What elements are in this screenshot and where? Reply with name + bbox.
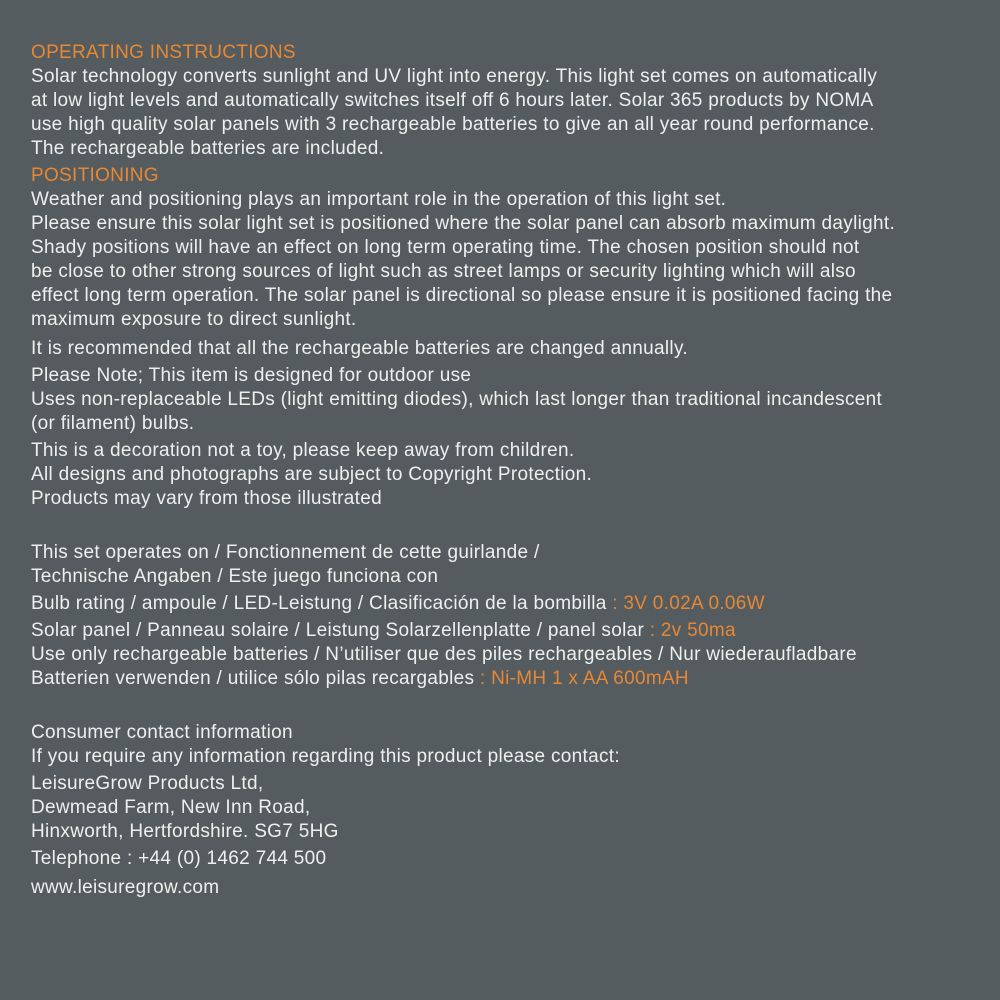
contact-telephone: Telephone : +44 (0) 1462 744 500	[31, 848, 327, 869]
positioning-text-line: Please ensure this solar light set is positioned where the solar panel can absorb maximum daylight.	[31, 213, 896, 234]
operating-text-line: The rechargeable batteries are included.	[31, 138, 385, 159]
operating-text-line: use high quality solar panels with 3 rechargeable batteries to give an all year round performance.	[31, 114, 875, 135]
positioning-heading: POSITIONING	[31, 165, 159, 186]
note-text-line: Please Note; This item is designed for outdoor use	[31, 365, 472, 386]
positioning-text-line: Shady positions will have an effect on long term operating time. The chosen position should not	[31, 237, 860, 258]
positioning-text-line: be close to other strong sources of light such as street lamps or security lighting which will also	[31, 261, 856, 282]
operating-instructions-heading: OPERATING INSTRUCTIONS	[31, 42, 296, 63]
operating-text-line: at low light levels and automatically switches itself off 6 hours later. Solar 365 products by NOMA	[31, 90, 874, 111]
spec-battery-label: Batterien verwenden / utilice sólo pilas recargables	[31, 668, 475, 689]
spec-battery-line1: Use only rechargeable batteries / N’utiliser que des piles rechargeables / Nur wiederaufladbare	[31, 644, 857, 665]
warning-text-line: All designs and photographs are subject to Copyright Protection.	[31, 464, 593, 485]
spec-bulb-rating	[31, 592, 972, 616]
spec-solar-panel-label: Solar panel / Panneau solaire / Leistung Solarzellenplatte / panel solar	[31, 620, 645, 641]
spec-solar-panel-value: : 2v 50ma	[644, 620, 736, 641]
contact-heading-line: If you require any information regarding this product please contact:	[31, 746, 620, 767]
contact-address-line: LeisureGrow Products Ltd,	[31, 773, 264, 794]
positioning-text-line: maximum exposure to direct sunlight.	[31, 309, 357, 330]
note-text-line: Uses non-replaceable LEDs (light emitting diodes), which last longer than traditional incandescent	[31, 389, 883, 410]
contact-address-line: Dewmead Farm, New Inn Road,	[31, 797, 311, 818]
spec-intro-line: Technische Angaben / Este juego funciona con	[31, 566, 439, 587]
warning-text-line: This is a decoration not a toy, please keep away from children.	[31, 440, 575, 461]
spec-intro-line: This set operates on / Fonctionnement de cette guirlande /	[31, 542, 540, 563]
positioning-text-line: Weather and positioning plays an important role in the operation of this light set.	[31, 189, 727, 210]
spec-solar-panel	[31, 619, 972, 643]
battery-recommendation-line: It is recommended that all the rechargeable batteries are changed annually.	[31, 338, 688, 359]
contact-website: www.leisuregrow.com	[31, 877, 220, 898]
spec-bulb-value: : 3V 0.02A 0.06W	[606, 593, 765, 614]
positioning-text-line: effect long term operation. The solar panel is directional so please ensure it is positioned facing the	[31, 285, 893, 306]
operating-text-line: Solar technology converts sunlight and UV light into energy. This light set comes on automatically	[31, 66, 878, 87]
spec-bulb-label: Bulb rating / ampoule / LED-Leistung / Clasificación de la bombilla	[31, 593, 607, 614]
contact-heading-line: Consumer contact information	[31, 722, 293, 743]
spec-battery-value: : Ni-MH 1 x AA 600mAH	[474, 668, 689, 689]
note-text-line: (or filament) bulbs.	[31, 413, 195, 434]
spec-battery-line2	[31, 667, 972, 691]
contact-address-line: Hinxworth, Hertfordshire. SG7 5HG	[31, 821, 339, 842]
warning-text-line: Products may vary from those illustrated	[31, 488, 382, 509]
